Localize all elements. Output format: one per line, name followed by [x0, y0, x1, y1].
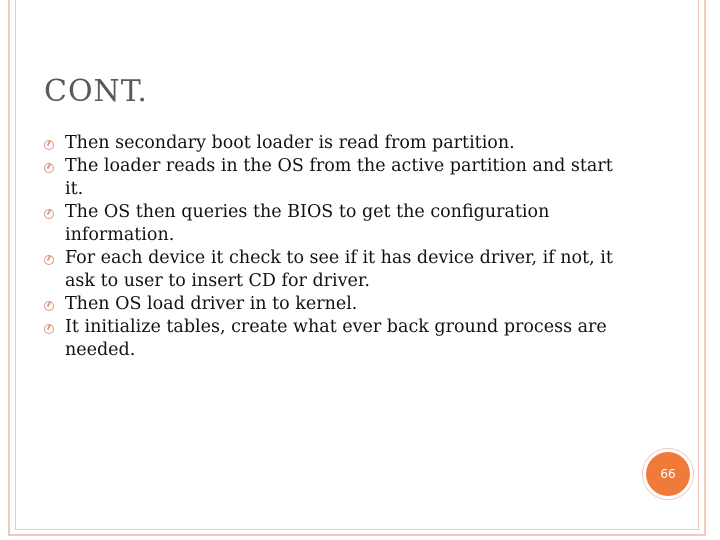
bullet-text: For each device it check to see if it has device driver, if not, it ask to user to insert CD for driver. — [65, 248, 613, 291]
bullet-item — [44, 155, 624, 201]
bullet-text: The loader reads in the OS from the active partition and start it. — [65, 156, 613, 199]
bullet-icon — [44, 163, 54, 173]
bullet-text: The OS then queries the BIOS to get the configuration information. — [65, 202, 550, 245]
slide-title: CONT. — [44, 74, 148, 109]
bullet-icon — [44, 301, 54, 311]
bullet-icon — [44, 324, 54, 334]
bullet-text: Then secondary boot loader is read from partition. — [65, 133, 515, 153]
bullet-icon — [44, 209, 54, 219]
bullet-list — [44, 132, 624, 362]
bullet-item — [44, 293, 624, 316]
bullet-text: It initialize tables, create what ever back ground process are needed. — [65, 317, 607, 360]
page-number-badge: 66 — [643, 449, 693, 499]
bullet-item — [44, 247, 624, 293]
bullet-text: Then OS load driver in to kernel. — [65, 294, 358, 314]
bullet-item — [44, 201, 624, 247]
bullet-item — [44, 132, 624, 155]
bullet-item — [44, 316, 624, 362]
bullet-icon — [44, 255, 54, 265]
bullet-icon — [44, 140, 54, 150]
